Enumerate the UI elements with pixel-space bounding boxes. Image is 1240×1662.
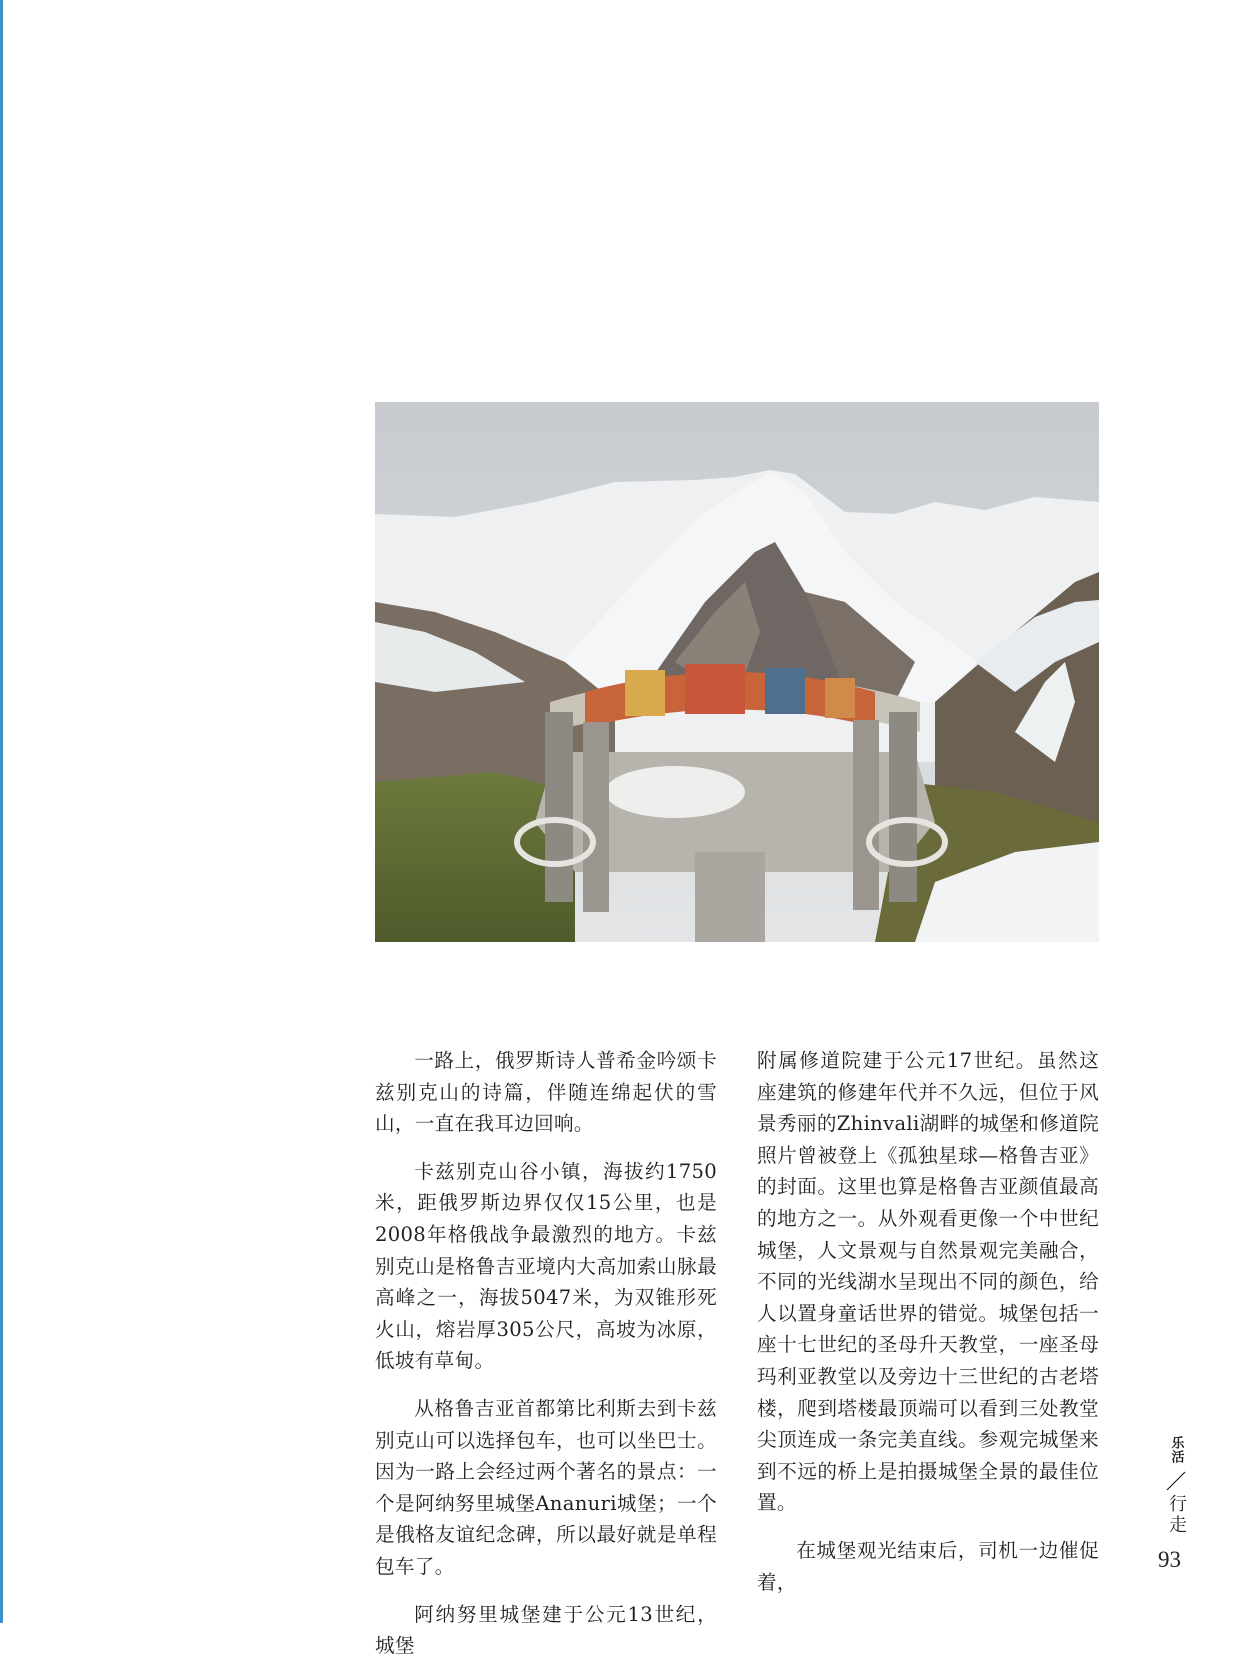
- section-tag-sub: 行走: [1166, 1494, 1187, 1536]
- paragraph: 卡兹别克山谷小镇，海拔约1750米，距俄罗斯边界仅仅15公里，也是2008年格俄战争最激烈的地方。卡兹别克山是格鲁吉亚境内大高加索山脉最高峰之一，海拔5047米，为双锥形死火山，熔岩厚305公尺，高坡为冰原，低坡有草甸。: [375, 1159, 717, 1373]
- paragraph: 从格鲁吉亚首都第比利斯去到卡兹别克山可以选择包车，也可以坐巴士。因为一路上会经过两个著名的景点：一个是阿纳努里城堡Ananuri城堡；一个是俄格友谊纪念碑，所以最好就是单程包车了。: [375, 1396, 717, 1578]
- photo-friendship-monument: [375, 402, 1099, 942]
- page-number: 93: [1158, 1547, 1181, 1572]
- photo-illustration: [375, 402, 1099, 942]
- section-tag-main: 乐活: [1168, 1436, 1184, 1464]
- paragraph: 一路上，俄罗斯诗人普希金吟颂卡兹别克山的诗篇，伴随连绵起伏的雪山，一直在我耳边回响。: [375, 1049, 717, 1136]
- article-column-right: [757, 1045, 1099, 1598]
- article-column-left: [375, 1045, 717, 1662]
- paragraph: 阿纳努里城堡建于公元13世纪，城堡: [375, 1602, 717, 1658]
- section-tag: [1159, 1436, 1193, 1540]
- slash-divider-icon: [1165, 1470, 1187, 1492]
- paragraph: 附属修道院建于公元17世纪。虽然这座建筑的修建年代并不久远，但位于风景秀丽的Zhinvali湖畔的城堡和修道院照片曾被登上《孤独星球—格鲁吉亚》的封面。这里也算是格鲁吉亚颜值最高的地方之一。从外观看更像一个中世纪城堡，人文景观与自然景观完美融合，不同的光线湖水呈现出不同的颜色，给人以置身童话世界的错觉。城堡包括一座十七世纪的圣母升天教堂，一座圣母玛利亚教堂以及旁边十三世纪的古老塔楼，爬到塔楼最顶端可以看到三处教堂尖顶连成一条完美直线。参观完城堡来到不远的桥上是拍摄城堡全景的最佳位置。: [757, 1049, 1099, 1515]
- page-edge-line: [0, 0, 3, 1623]
- paragraph: 在城堡观光结束后，司机一边催促着，: [757, 1538, 1099, 1594]
